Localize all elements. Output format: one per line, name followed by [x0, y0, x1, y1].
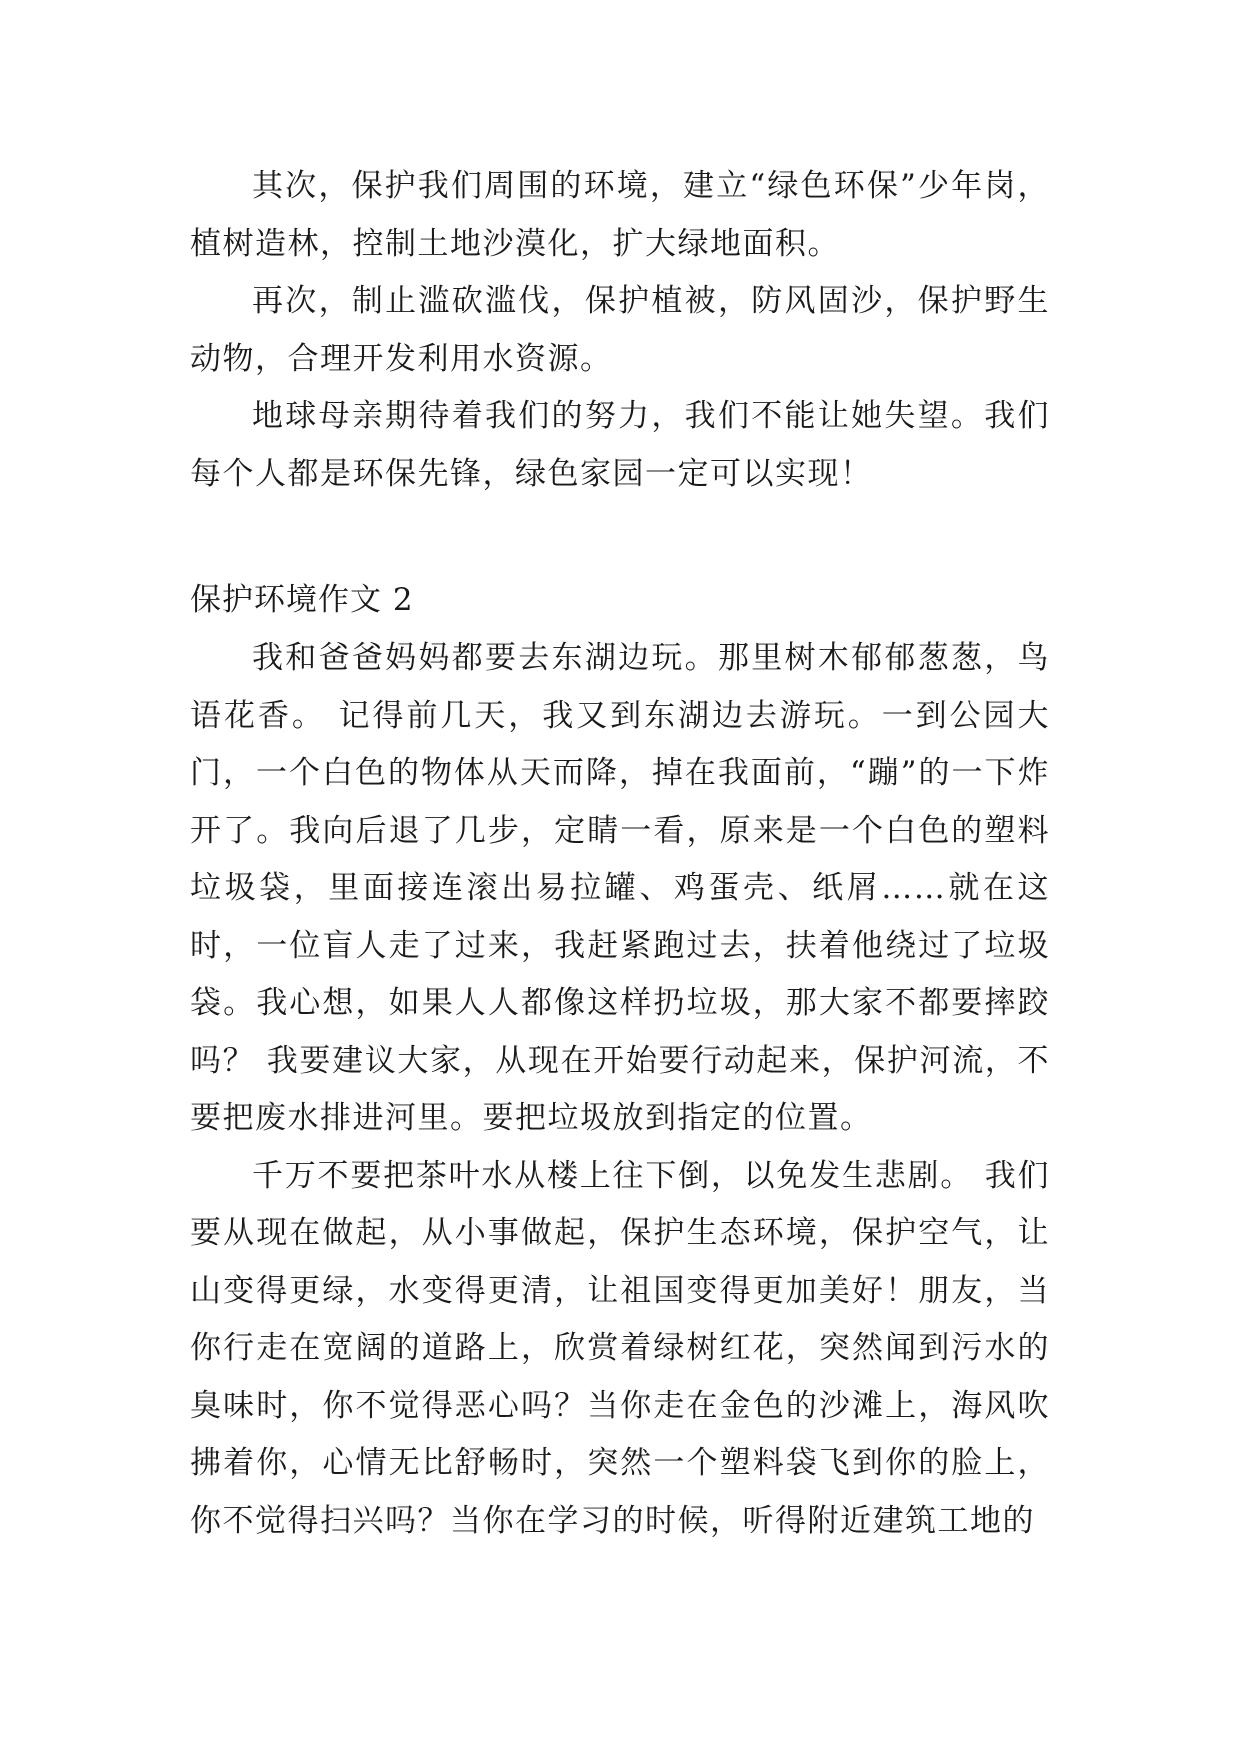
paragraph: 其次，保护我们周围的环境，建立“绿色环保”少年岗，植树造林，控制土地沙漠化，扩大绿地面积。: [190, 168, 1050, 262]
paragraph: 我和爸爸妈妈都要去东湖边玩。那里树木郁郁葱葱，鸟语花香。 记得前几天，我又到东湖边去游玩。一到公园大门，一个白色的物体从天而降，掉在我面前，“蹦”的一下炸开了。我向后退了几步，定睛一看，原来是一个白色的塑料垃圾袋，里面接连滚出易拉罐、鸡蛋壳、纸屑……就在这时，一位盲人走了过来，我赶紧跑过去，扶着他绕过了垃圾袋。我心想，如果人人都像这样扔垃圾，那大家不都要摔跤吗？ 我要建议大家，从现在开始要行动起来，保护河流，不要把废水排进河里。要把垃圾放到指定的位置。: [190, 640, 1050, 1136]
paragraph: 地球母亲期待着我们的努力，我们不能让她失望。我们每个人都是环保先锋，绿色家园一定可以实现！: [190, 398, 1050, 492]
paragraph: 千万不要把茶叶水从楼上往下倒，以免发生悲剧。 我们要从现在做起，从小事做起，保护生态环境，保护空气，让山变得更绿，水变得更清，让祖国变得更加美好！朋友，当你行走在宽阔的道路上，欣赏着绿树红花，突然闻到污水的臭味时，你不觉得恶心吗？当你走在金色的沙滩上，海风吹拂着你，心情无比舒畅时，突然一个塑料袋飞到你的脸上，你不觉得扫兴吗？当你在学习的时候，听得附近建筑工地的: [190, 1157, 1050, 1539]
essay-2-title: 保护环境作文 2: [190, 582, 414, 618]
essay-1-tail: [190, 158, 1050, 503]
essay-2-body: [190, 630, 1050, 1550]
paragraph: 再次，制止滥砍滥伐，保护植被，防风固沙，保护野生动物，合理开发利用水资源。: [190, 283, 1050, 377]
